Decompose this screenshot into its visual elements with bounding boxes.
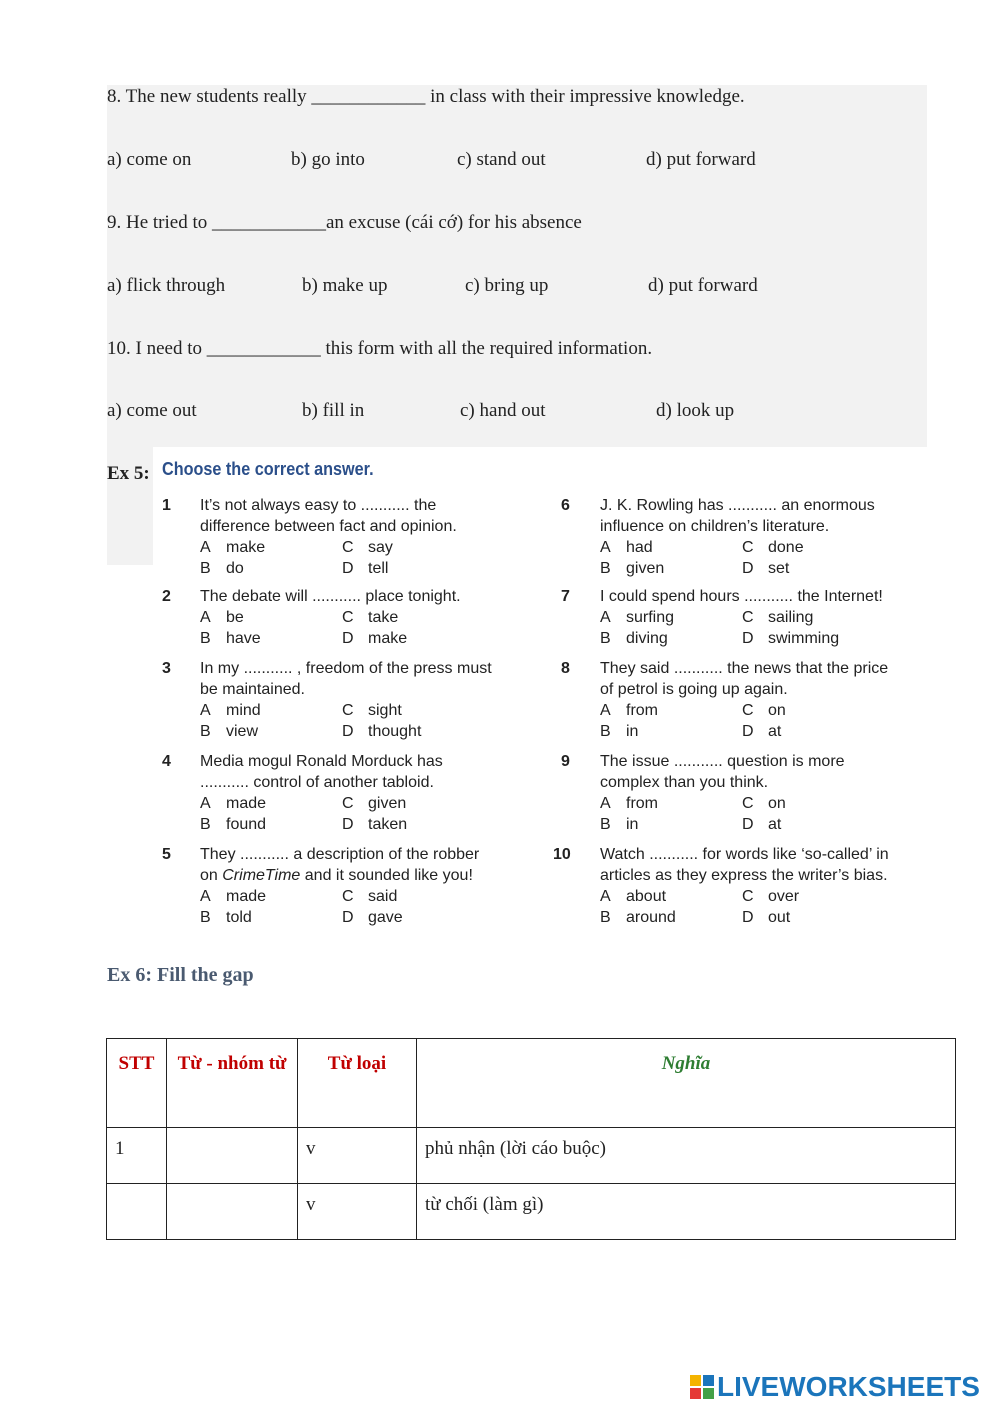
question-line: Watch ........... for words like ‘so-called’ in	[600, 846, 889, 863]
choice-c[interactable]	[742, 537, 804, 558]
question-text	[200, 844, 520, 886]
choice-b[interactable]	[600, 814, 638, 835]
choice-text: do	[226, 560, 244, 577]
question-text	[600, 844, 920, 886]
shade-block	[107, 85, 927, 447]
choice-letter: C	[342, 609, 354, 626]
choice-a[interactable]	[600, 607, 674, 628]
choice-letter: A	[600, 539, 611, 556]
choice-letter: A	[200, 539, 211, 556]
choice-letter: C	[742, 888, 754, 905]
choice-text: on	[768, 702, 786, 719]
choice-text: done	[768, 539, 804, 556]
choice-text: thought	[368, 723, 422, 740]
question-line: I could spend hours ........... the Internet!	[600, 588, 883, 605]
choice-d[interactable]	[342, 628, 407, 649]
choice-text: on	[768, 795, 786, 812]
choice-letter: A	[600, 795, 611, 812]
choice-d[interactable]	[742, 814, 781, 835]
choice-text: about	[626, 888, 667, 905]
choice-letter: D	[742, 630, 754, 647]
choice-a[interactable]	[200, 607, 244, 628]
choice-letter: C	[742, 795, 754, 812]
choice-letter: C	[742, 539, 754, 556]
choice-text: around	[626, 909, 676, 926]
choice-b[interactable]	[600, 558, 664, 579]
choice-letter: D	[742, 816, 754, 833]
q10-option-d: d) look up	[656, 400, 735, 421]
question-line: articles as they express the writer’s bias.	[600, 867, 888, 884]
question-line: They said ........... the news that the price	[600, 660, 889, 677]
choice-text: swimming	[768, 630, 840, 647]
header-meaning: Nghĩa	[417, 1039, 956, 1128]
choice-text: tell	[368, 560, 389, 577]
cell-meaning: từ chối (làm gì)	[417, 1184, 956, 1240]
ex5-question	[553, 495, 913, 585]
choice-text: had	[626, 539, 653, 556]
question-text	[200, 658, 520, 700]
choice-text: given	[368, 795, 407, 812]
cell-stt: 1	[107, 1128, 167, 1184]
choice-letter: C	[742, 702, 754, 719]
table-row	[107, 1128, 956, 1184]
choice-c[interactable]	[342, 700, 402, 721]
choice-letter: C	[342, 702, 354, 719]
choice-letter: A	[600, 888, 611, 905]
choice-a[interactable]	[200, 700, 261, 721]
choice-letter: D	[342, 560, 354, 577]
question-line: The issue ........... question is more	[600, 753, 845, 770]
choice-text: surfing	[626, 609, 675, 626]
question-text	[600, 751, 920, 793]
choice-letter: B	[600, 909, 611, 926]
choice-d[interactable]	[342, 721, 421, 742]
question-text	[200, 495, 520, 537]
choice-letter: B	[200, 816, 211, 833]
choice-letter: D	[342, 723, 354, 740]
choice-text: given	[626, 560, 665, 577]
choice-text: from	[626, 702, 658, 719]
cell-pos: v	[298, 1128, 417, 1184]
choice-text: view	[226, 723, 259, 740]
choice-text: told	[226, 909, 252, 926]
question-text	[600, 495, 920, 537]
choice-c[interactable]	[742, 607, 813, 628]
choice-letter: A	[600, 702, 611, 719]
liveworksheets-brand	[690, 1372, 980, 1402]
choice-letter: B	[600, 630, 611, 647]
choice-text: mind	[226, 702, 261, 719]
choice-d[interactable]	[342, 907, 403, 928]
q9-option-d: d) put forward	[648, 275, 758, 296]
choice-b[interactable]	[600, 907, 676, 928]
choice-letter: D	[742, 723, 754, 740]
choice-c[interactable]	[742, 886, 799, 907]
choice-letter: D	[342, 816, 354, 833]
q8-option-c: c) stand out	[457, 149, 546, 170]
choice-a[interactable]	[200, 886, 266, 907]
ex5-question	[162, 495, 522, 585]
choice-letter: C	[342, 539, 354, 556]
question-line: complex than you think.	[600, 774, 769, 791]
choice-b[interactable]	[200, 558, 244, 579]
question-number: 2	[162, 588, 171, 605]
choice-d[interactable]	[342, 558, 388, 579]
choice-text: in	[626, 816, 639, 833]
choice-a[interactable]	[600, 793, 658, 814]
choice-text: found	[226, 816, 267, 833]
q8-option-b: b) go into	[291, 149, 365, 170]
question-number: 7	[561, 588, 570, 605]
cell-pos: v	[298, 1184, 417, 1240]
choice-letter: D	[742, 909, 754, 926]
choice-text: taken	[368, 816, 408, 833]
question-text	[200, 586, 520, 607]
header-stt: STT	[107, 1039, 167, 1128]
choice-b[interactable]	[200, 814, 266, 835]
q10-option-c: c) hand out	[460, 400, 546, 421]
choice-letter: D	[742, 560, 754, 577]
question-line: difference between fact and opinion.	[200, 518, 457, 535]
choice-c[interactable]	[342, 886, 397, 907]
choice-text: diving	[626, 630, 668, 647]
question-number: 10	[553, 846, 571, 863]
question-number: 1	[162, 497, 171, 514]
question-line: J. K. Rowling has ........... an enormous	[600, 497, 875, 514]
choice-b[interactable]	[600, 628, 668, 649]
question-line: on CrimeTime and it sounded like you!	[200, 867, 473, 884]
choice-d[interactable]	[742, 907, 790, 928]
choice-d[interactable]	[742, 721, 781, 742]
choice-text: said	[368, 888, 398, 905]
choice-text: sight	[368, 702, 402, 719]
choice-c[interactable]	[742, 793, 786, 814]
ex5-question	[162, 658, 522, 748]
question-line: In my ........... , freedom of the press must	[200, 660, 492, 677]
choice-letter: B	[200, 560, 211, 577]
choice-c[interactable]	[342, 537, 393, 558]
choice-letter: A	[200, 609, 211, 626]
choice-letter: A	[200, 888, 211, 905]
question-line: be maintained.	[200, 681, 305, 698]
ex5-question	[162, 751, 522, 841]
cell-stt	[107, 1184, 167, 1240]
question-line: It’s not always easy to ........... the	[200, 497, 437, 514]
choice-text: out	[768, 909, 791, 926]
brand-name: LIVEWORKSHEETS	[717, 1371, 980, 1402]
choice-b[interactable]	[200, 721, 258, 742]
cell-word-input[interactable]	[167, 1128, 298, 1184]
cell-meaning: phủ nhận (lời cáo buộc)	[417, 1128, 956, 1184]
choice-text: make	[368, 630, 408, 647]
table-row	[107, 1184, 956, 1240]
question-line: They ........... a description of the robber	[200, 846, 480, 863]
question-number: 4	[162, 753, 171, 770]
choice-a[interactable]	[600, 886, 666, 907]
choice-letter: A	[600, 609, 611, 626]
choice-letter: D	[342, 909, 354, 926]
choice-text: sailing	[768, 609, 814, 626]
table-header-row	[107, 1039, 956, 1128]
question-text	[600, 658, 920, 700]
ex5-title: Choose the correct answer.	[162, 459, 374, 479]
question-line: of petrol is going up again.	[600, 681, 788, 698]
choice-letter: C	[742, 609, 754, 626]
question-number: 3	[162, 660, 171, 677]
header-word: Từ - nhóm từ	[167, 1039, 298, 1128]
ex5-question	[553, 658, 913, 748]
q10-option-a: a) come out	[107, 400, 197, 421]
choice-letter: B	[600, 560, 611, 577]
choice-a[interactable]	[600, 537, 653, 558]
choice-letter: A	[200, 795, 211, 812]
ex5-label: Ex 5:	[107, 463, 150, 484]
choice-text: be	[226, 609, 244, 626]
choice-d[interactable]	[742, 558, 789, 579]
q8-option-a: a) come on	[107, 149, 192, 170]
choice-text: take	[368, 609, 399, 626]
choice-a[interactable]	[600, 700, 658, 721]
question-text	[600, 586, 920, 607]
question-number: 6	[561, 497, 570, 514]
liveworksheets-logo-icon	[690, 1375, 714, 1399]
choice-text: at	[768, 723, 782, 740]
choice-letter: B	[600, 816, 611, 833]
ex5-question	[553, 844, 913, 934]
choice-letter: B	[200, 909, 211, 926]
vocab-table	[106, 1038, 956, 1240]
choice-d[interactable]	[742, 628, 839, 649]
q9-option-c: c) bring up	[465, 275, 549, 296]
choice-text: make	[226, 539, 266, 556]
choice-letter: D	[342, 630, 354, 647]
choice-text: gave	[368, 909, 403, 926]
choice-letter: C	[342, 888, 354, 905]
choice-text: made	[226, 888, 267, 905]
choice-c[interactable]	[342, 793, 406, 814]
question-line: ........... control of another tabloid.	[200, 774, 434, 791]
choice-text: set	[768, 560, 790, 577]
choice-b[interactable]	[200, 907, 252, 928]
question-9: 9. He tried to ____________an excuse (cái cớ) for his absence	[107, 212, 582, 233]
question-8: 8. The new students really ____________ in class with their impressive knowledge.	[107, 86, 745, 107]
question-line: Media mogul Ronald Morduck has	[200, 753, 443, 770]
question-10: 10. I need to ____________ this form with all the required information.	[107, 338, 653, 359]
choice-c[interactable]	[742, 700, 786, 721]
choice-letter: C	[342, 795, 354, 812]
choice-c[interactable]	[342, 607, 398, 628]
choice-text: from	[626, 795, 658, 812]
choice-a[interactable]	[200, 793, 266, 814]
choice-text: made	[226, 795, 267, 812]
header-pos: Từ loại	[298, 1039, 417, 1128]
q10-option-b: b) fill in	[302, 400, 365, 421]
question-line: influence on children’s literature.	[600, 518, 830, 535]
choice-text: have	[226, 630, 261, 647]
question-number: 9	[561, 753, 570, 770]
choice-text: over	[768, 888, 800, 905]
choice-letter: B	[200, 723, 211, 740]
question-number: 8	[561, 660, 570, 677]
choice-text: say	[368, 539, 393, 556]
choice-d[interactable]	[342, 814, 407, 835]
choice-letter: B	[200, 630, 211, 647]
choice-b[interactable]	[600, 721, 638, 742]
choice-a[interactable]	[200, 537, 265, 558]
ex5-question	[553, 751, 913, 841]
ex6-title: Ex 6: Fill the gap	[107, 964, 254, 986]
choice-letter: A	[200, 702, 211, 719]
cell-word-input[interactable]	[167, 1184, 298, 1240]
q9-option-a: a) flick through	[107, 275, 226, 296]
choice-b[interactable]	[200, 628, 261, 649]
choice-text: in	[626, 723, 639, 740]
q9-option-b: b) make up	[302, 275, 388, 296]
question-number: 5	[162, 846, 171, 863]
ex5-question	[162, 844, 522, 934]
question-text	[200, 751, 520, 793]
choice-text: at	[768, 816, 782, 833]
question-line: The debate will ........... place tonight.	[200, 588, 461, 605]
q8-option-d: d) put forward	[646, 149, 756, 170]
choice-letter: B	[600, 723, 611, 740]
